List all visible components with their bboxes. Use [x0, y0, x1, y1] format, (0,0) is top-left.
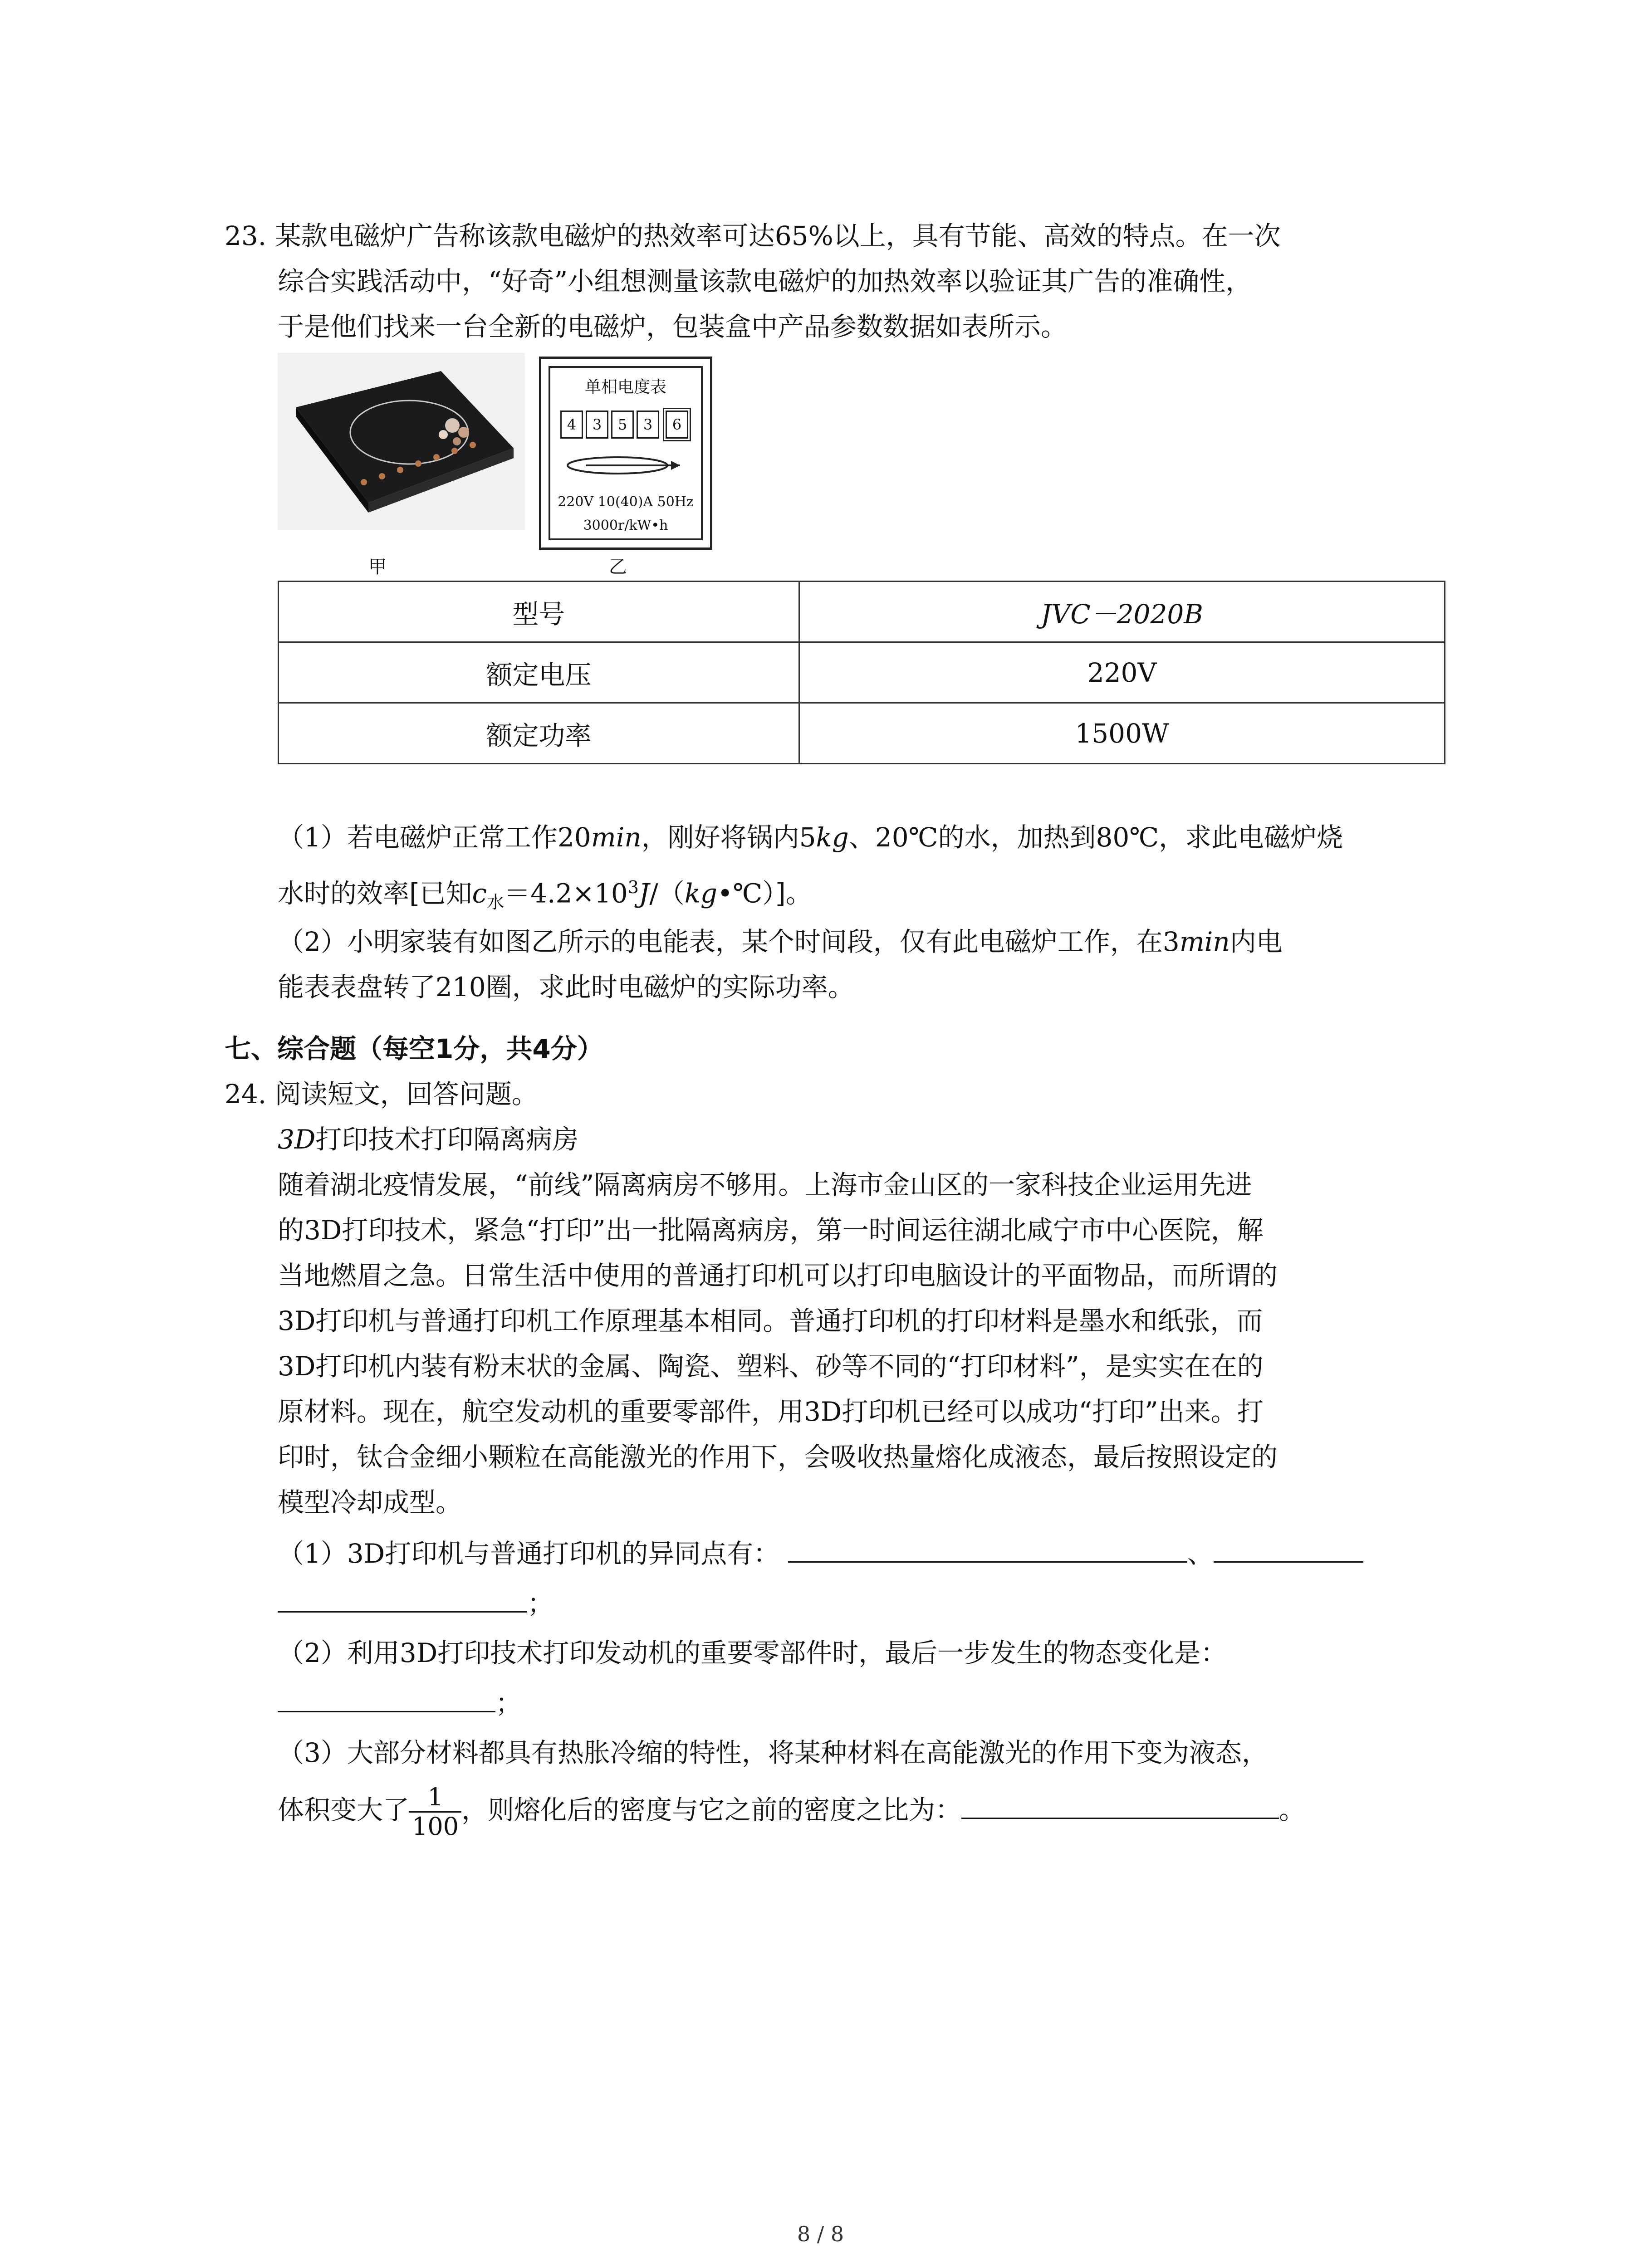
text-run: 水时的效率[已知 — [278, 878, 472, 909]
param-value: 1500W — [799, 703, 1445, 764]
symbol-c: c — [472, 878, 487, 909]
q24-part3-line1: （3）大部分材料都具有热胀冷缩的特性，将某种材料在高能激光的作用下变为液态， — [278, 1737, 1268, 1768]
q23-part1-line1 — [278, 819, 1343, 855]
electricity-meter-figure — [539, 357, 712, 550]
article-line: 印时，钛合金细小颗粒在高能激光的作用下，会吸收热量熔化成液态，最后按照设定的 — [278, 1442, 1278, 1472]
article-line: 3D打印机内装有粉末状的金属、陶瓷、塑料、砂等不同的“打印材料”，是实实在在的 — [278, 1351, 1264, 1382]
meter-digit-decimal: 6 — [666, 411, 688, 439]
text-run: /（ — [649, 878, 685, 909]
article-line: 的3D打印技术，紧急“打印”出一批隔离病房，第一时间运往湖北咸宁市中心医院，解 — [278, 1215, 1264, 1246]
q23-part1-line2 — [278, 869, 812, 920]
q24-number: 24. — [225, 1079, 267, 1110]
q23-line-1 — [225, 218, 1281, 254]
q24-line-1 — [225, 1076, 538, 1112]
article-line: 3D打印机与普通打印机工作原理基本相同。普通打印机的打印材料是墨水和纸张，而 — [278, 1305, 1263, 1336]
unit-min: min — [1179, 926, 1230, 957]
text-run: 打印技术打印隔离病房 — [315, 1124, 579, 1155]
product-parameter-table — [278, 581, 1445, 764]
text-run: （1）若电磁炉正常工作20 — [278, 822, 591, 853]
meter-spec-constant: 3000r/kW•h — [583, 518, 668, 533]
answer-blank[interactable] — [1214, 1535, 1363, 1563]
text-run: 、20℃的水，加热到80℃，求此电磁炉烧 — [848, 822, 1343, 853]
q24-part1-line2 — [278, 1585, 554, 1622]
meter-frame — [549, 366, 703, 540]
article-line: 当地燃眉之急。日常生活中使用的普通打印机可以打印电脑设计的平面物品，而所谓的 — [278, 1260, 1278, 1291]
page-number: 8 / 8 — [797, 2222, 844, 2246]
text-3d: 3D — [278, 1124, 316, 1155]
article-line: 原材料。现在，航空发动机的重要零部件，用3D打印机已经可以成功“打印”出来。打 — [278, 1396, 1264, 1427]
meter-digit: 4 — [560, 411, 583, 439]
meter-digit: 5 — [611, 411, 634, 439]
meter-digits — [560, 411, 688, 439]
article-line: 随着湖北疫情发展，“前线”隔离病房不够用。上海市金山区的一家科技企业运用先进 — [278, 1169, 1252, 1200]
param-value: 220V — [799, 642, 1445, 703]
text-run: •℃）]。 — [717, 878, 812, 909]
meter-spec-rating: 220V 10(40)A 50Hz — [558, 494, 694, 510]
meter-title: 单相电度表 — [584, 378, 666, 396]
answer-blank[interactable] — [278, 1585, 527, 1613]
unit-min: min — [591, 822, 642, 853]
q24-part3-line2 — [278, 1778, 1305, 1842]
text-run: （2）小明家装有如图乙所示的电能表，某个时间段，仅有此电磁炉工作，在3 — [278, 926, 1180, 957]
param-label: 额定功率 — [279, 703, 799, 764]
answer-blank[interactable] — [788, 1535, 1187, 1563]
punctuation: ； — [495, 1688, 522, 1719]
q23-text-1: 某款电磁炉广告称该款电磁炉的热效率可达65%以上，具有节能、高效的特点。在一次 — [274, 220, 1281, 251]
q23-part2-line2: 能表表盘转了210圈，求此时电磁炉的实际功率。 — [278, 972, 854, 1002]
answer-blank[interactable] — [961, 1791, 1279, 1819]
superscript-3: 3 — [627, 877, 639, 897]
q24-intro: 阅读短文，回答问题。 — [274, 1079, 538, 1110]
q24-part2-line1: （2）利用3D打印技术打印发动机的重要零部件时，最后一步发生的物态变化是： — [278, 1637, 1227, 1668]
text-run: ，刚好将锅内5 — [641, 822, 816, 853]
fraction-numerator: 1 — [409, 1783, 461, 1813]
text-run: 体积变大了 — [278, 1794, 410, 1825]
meter-digit: 3 — [637, 411, 659, 439]
text-run: （1）3D打印机与普通打印机的异同点有： — [278, 1538, 780, 1569]
meter-disc-icon — [558, 450, 690, 481]
meter-digit: 3 — [586, 411, 608, 439]
unit-kg: kg — [816, 822, 849, 853]
table-row — [279, 703, 1445, 764]
article-title — [278, 1121, 578, 1158]
q23-line-3: 于是他们找来一台全新的电磁炉，包装盒中产品参数数据如表所示。 — [278, 311, 1068, 342]
param-value: JVC－2020B — [799, 582, 1445, 642]
separator: 、 — [1187, 1538, 1214, 1569]
fraction — [409, 1783, 461, 1841]
induction-cooktop-image — [278, 353, 525, 530]
table-row — [279, 642, 1445, 703]
figure-label-jia: 甲 — [368, 557, 387, 577]
q23-part2-line1 — [278, 924, 1283, 960]
text-run: 内电 — [1230, 926, 1283, 957]
text-run: ，则熔化后的密度与它之前的密度之比为： — [461, 1794, 962, 1825]
q24-part1-line1 — [278, 1535, 1363, 1572]
text-run: ＝4.2×10 — [504, 878, 628, 909]
figure-label-yi: 乙 — [609, 557, 627, 577]
article-line: 模型冷却成型。 — [278, 1487, 462, 1518]
subscript-water: 水 — [487, 892, 505, 912]
punctuation: 。 — [1279, 1794, 1306, 1825]
q23-line-2: 综合实践活动中，“好奇”小组想测量该款电磁炉的加热效率以验证其广告的准确性， — [278, 266, 1252, 297]
param-label: 额定电压 — [279, 642, 799, 703]
table-row — [279, 582, 1445, 642]
section-heading: 七、综合题（每空1分，共4分） — [225, 1033, 603, 1064]
answer-blank[interactable] — [278, 1685, 495, 1712]
q23-number: 23. — [225, 220, 267, 251]
punctuation: ； — [527, 1588, 554, 1619]
param-label: 型号 — [279, 582, 799, 642]
unit-j: J — [638, 878, 650, 909]
fraction-denominator: 100 — [412, 1812, 459, 1841]
unit-kg: kg — [684, 878, 718, 909]
q24-part2-line2 — [278, 1685, 522, 1721]
